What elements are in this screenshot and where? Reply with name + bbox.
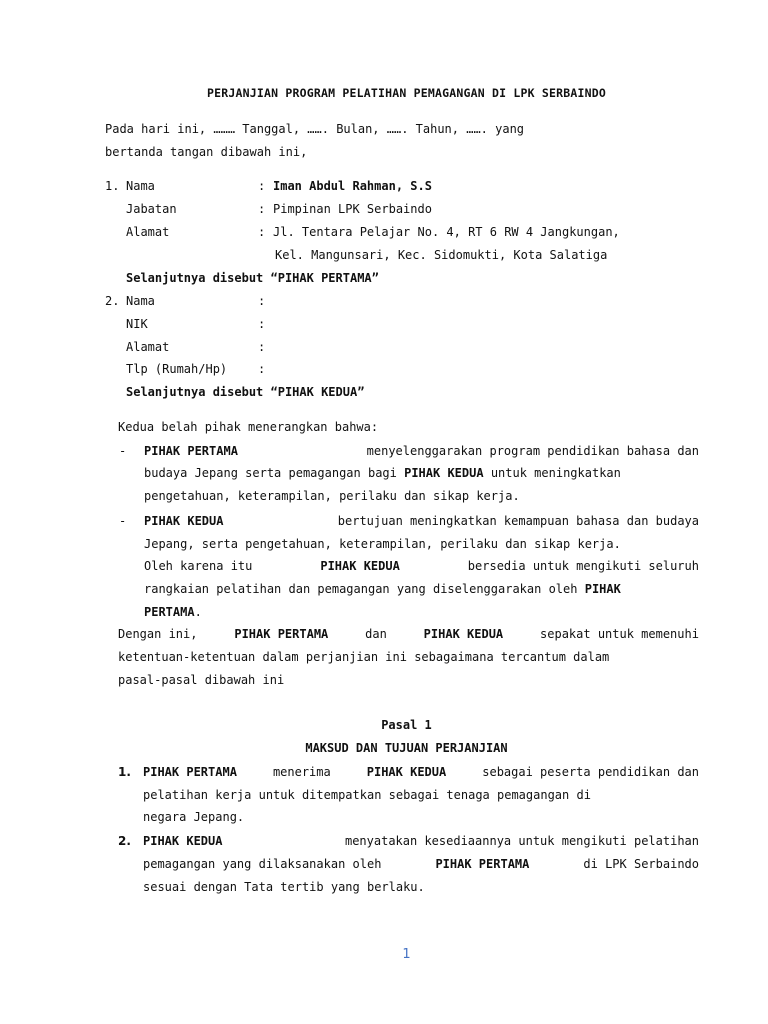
party1-nama-colon: : [258, 179, 266, 193]
intro-line-1: Pada hari ini, ……… Tanggal, ……. Bulan, ……. Tahun, ……. yang [105, 122, 525, 136]
party2-number: 2. [105, 294, 120, 308]
party1-jabatan-value: Pimpinan LPK Serbaindo [273, 202, 432, 216]
bullet-2-party-bold: PIHAK KEDUA [144, 514, 224, 528]
bullet-2-line-1 [144, 514, 699, 528]
pasal-1-item-2-number: 2. [118, 834, 131, 848]
closing-line-2: ketentuan-ketentuan dalam perjanjian ini sebagaimana tercantum dalam [118, 650, 610, 664]
pasal-1-heading: Pasal 1 [381, 718, 432, 732]
party1-designation: Selanjutnya disebut “PIHAK PERTAMA” [126, 271, 379, 285]
bullet-2-line-5: PERTAMA. [144, 605, 202, 619]
party1-jabatan-colon: : [258, 202, 266, 216]
pasal-1-item-1-line-2: pelatihan kerja untuk ditempatkan sebagai tenaga pemagangan di [143, 788, 591, 802]
pasal-1-subheading: MAKSUD DAN TUJUAN PERJANJIAN [305, 741, 508, 755]
bullet-dash-2: - [119, 514, 127, 528]
party1-jabatan-label: Jabatan [126, 202, 177, 216]
document-title: PERJANJIAN PROGRAM PELATIHAN PEMAGANGAN DI LPK SERBAINDO [207, 86, 606, 100]
party2-tlp-colon: : [258, 362, 266, 376]
pasal-1-item-1-number: 1. [118, 765, 131, 779]
pasal-1-item-2-line-1: PIHAK KEDUA menyatakan kesediaannya untuk mengikuti pelatihan [143, 834, 699, 848]
bullet-1-line-1-text: menyelenggarakan program pendidikan bahasa dan [366, 444, 699, 458]
bullet-2-line-1-text: bertujuan meningkatkan kemampuan bahasa dan budaya [337, 514, 699, 528]
party2-nik-colon: : [258, 317, 266, 331]
pasal-1-item-2-line-3: sesuai dengan Tata tertib yang berlaku. [143, 880, 425, 894]
party2-designation: Selanjutnya disebut “PIHAK KEDUA” [126, 385, 365, 399]
declaration-lead: Kedua belah pihak menerangkan bahwa: [118, 420, 379, 434]
pasal-1-item-1-line-3: negara Jepang. [143, 810, 245, 824]
party2-nama-label: Nama [126, 294, 155, 308]
pasal-1-item-1-line-1: PIHAK PERTAMA menerima PIHAK KEDUA sebagai peserta pendidikan dan [143, 765, 699, 779]
closing-line-3: pasal-pasal dibawah ini [118, 673, 285, 687]
party2-nama-colon: : [258, 294, 266, 308]
bullet-1-line-1 [144, 444, 699, 458]
party2-tlp-label: Tlp (Rumah/Hp) [126, 362, 228, 376]
party2-nik-label: NIK [126, 317, 148, 331]
party2-alamat-colon: : [258, 340, 266, 354]
bullet-2-line-4: rangkaian pelatihan dan pemagangan yang diselenggarakan oleh PIHAK [144, 582, 621, 596]
party1-nama-label: Nama [126, 179, 155, 193]
bullet-2-line-2: Jepang, serta pengetahuan, keterampilan, perilaku dan sikap kerja. [144, 537, 621, 551]
bullet-dash-1: - [119, 444, 127, 458]
party1-number: 1. [105, 179, 120, 193]
bullet-1-line-2: budaya Jepang serta pemagangan bagi PIHAK KEDUA untuk meningkatkan [144, 466, 621, 480]
party1-nama-value: Iman Abdul Rahman, S.S [273, 179, 432, 193]
bullet-1-party-bold: PIHAK PERTAMA [144, 444, 238, 458]
page-number: 1 [402, 947, 411, 962]
closing-line-1: Dengan ini, PIHAK PERTAMA dan PIHAK KEDUA sepakat untuk memenuhi [118, 627, 699, 641]
intro-line-2: bertanda tangan dibawah ini, [105, 145, 308, 159]
party1-alamat-colon: : [258, 225, 266, 239]
party1-alamat-label: Alamat [126, 225, 170, 239]
party1-alamat-value-2: Kel. Mangunsari, Kec. Sidomukti, Kota Salatiga [275, 248, 608, 262]
bullet-2-line-3: Oleh karena itu PIHAK KEDUA bersedia untuk mengikuti seluruh [144, 559, 699, 573]
party2-alamat-label: Alamat [126, 340, 170, 354]
bullet-1-line-3: pengetahuan, keterampilan, perilaku dan sikap kerja. [144, 489, 520, 503]
pasal-1-item-2-line-2: pemagangan yang dilaksanakan oleh PIHAK PERTAMA di LPK Serbaindo [143, 857, 699, 871]
party1-alamat-value-1: Jl. Tentara Pelajar No. 4, RT 6 RW 4 Jangkungan, [273, 225, 620, 239]
